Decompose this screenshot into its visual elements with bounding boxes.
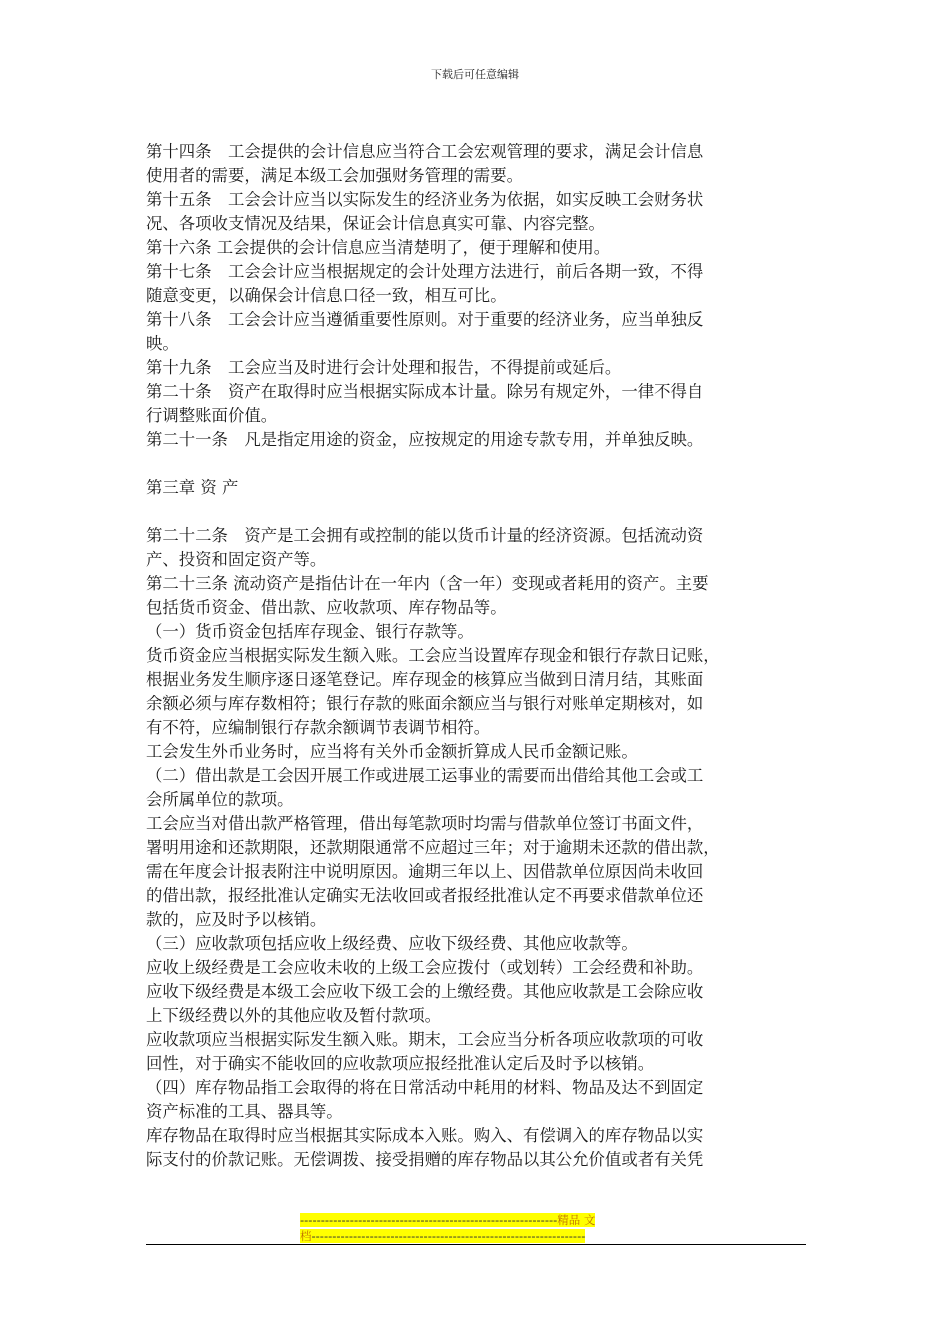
text-line: 资产标准的工具、器具等。 [146, 1102, 343, 1121]
footer-line-2 [300, 1228, 650, 1244]
text-line: 工会发生外币业务时，应当将有关外币金额折算成人民币金额记账。 [146, 742, 638, 761]
text-line: 回性，对于确实不能收回的应收款项应报经批准认定后及时予以核销。 [146, 1054, 655, 1073]
text-line: 款的，应及时予以核销。 [146, 910, 327, 929]
text-line: （一）货币资金包括库存现金、银行存款等。 [146, 622, 474, 641]
text-line: （四）库存物品指工会取得的将在日常活动中耗用的材料、物品及达不到固定 [146, 1078, 704, 1097]
text-line: 况、各项收支情况及结果，保证会计信息真实可靠、内容完整。 [146, 214, 605, 233]
text-line: 第十七条 工会会计应当根据规定的会计处理方法进行，前后各期一致，不得 [146, 262, 704, 281]
text-line: 余额必须与库存数相符；银行存款的账面余额应当与银行对账单定期核对，如 [146, 694, 704, 713]
text-line: 第十六条 工会提供的会计信息应当清楚明了，便于理解和使用。 [146, 238, 611, 257]
text-line: 上下级经费以外的其他应收及暂付款项。 [146, 1006, 442, 1025]
text-line: 应收款项应当根据实际发生额入账。期末，工会应当分析各项应收款项的可收 [146, 1030, 704, 1049]
page-footer [300, 1212, 650, 1244]
footer-line-1 [300, 1212, 650, 1228]
text-line: 工会应当对借出款严格管理，借出每笔款项时均需与借款单位签订书面文件， [146, 814, 704, 833]
text-line: 产、投资和固定资产等。 [146, 550, 327, 569]
blank-line [146, 500, 806, 524]
text-line: 的借出款，报经批准认定确实无法收回或者报经批准认定不再要求借款单位还 [146, 886, 704, 905]
footer-dashes-2: ------------------------------------------------------------------ [311, 1229, 586, 1243]
blank-line [146, 452, 806, 476]
text-line: 第二十三条 流动资产是指估计在一年内（含一年）变现或者耗用的资产。主要 [146, 574, 709, 593]
text-line: 库存物品在取得时应当根据其实际成本入账。购入、有偿调入的库存物品以实 [146, 1126, 704, 1145]
text-line: 货币资金应当根据实际发生额入账。工会应当设置库存现金和银行存款日记账， [146, 646, 720, 665]
text-line: （三）应收款项包括应收上级经费、应收下级经费、其他应收款等。 [146, 934, 638, 953]
text-line: 第十四条 工会提供的会计信息应当符合工会宏观管理的要求，满足会计信息 [146, 142, 704, 161]
text-line: 第十五条 工会会计应当以实际发生的经济业务为依据，如实反映工会财务状 [146, 190, 704, 209]
footer-label: 精品 文 [557, 1213, 596, 1227]
footer-rule [146, 1244, 806, 1245]
footer-label-2: 档 [300, 1229, 312, 1243]
footer-dashes: -------------------------------------------------------------- [300, 1213, 558, 1227]
chapter-heading: 第三章 资 产 [146, 478, 239, 497]
text-line: （二）借出款是工会因开展工作或进展工运事业的需要而出借给其他工会或工 [146, 766, 704, 785]
text-line: 署明用途和还款期限，还款期限通常不应超过三年；对于逾期未还款的借出款， [146, 838, 720, 857]
text-line: 第二十二条 资产是工会拥有或控制的能以货币计量的经济资源。包括流动资 [146, 526, 704, 545]
text-line: 需在年度会计报表附注中说明原因。逾期三年以上、因借款单位原因尚未收回 [146, 862, 704, 881]
text-line: 应收下级经费是本级工会应收下级工会的上缴经费。其他应收款是工会除应收 [146, 982, 704, 1001]
text-line: 有不符，应编制银行存款余额调节表调节相符。 [146, 718, 491, 737]
text-line: 映。 [146, 334, 179, 353]
text-line: 随意变更，以确保会计信息口径一致，相互可比。 [146, 286, 507, 305]
document-body [146, 140, 806, 1172]
text-line: 使用者的需要，满足本级工会加强财务管理的需要。 [146, 166, 523, 185]
text-line: 行调整账面价值。 [146, 406, 278, 425]
text-line: 第二十条 资产在取得时应当根据实际成本计量。除另有规定外，一律不得自 [146, 382, 704, 401]
text-line: 第二十一条 凡是指定用途的资金，应按规定的用途专款专用，并单独反映。 [146, 430, 704, 449]
text-line: 会所属单位的款项。 [146, 790, 294, 809]
text-line: 第十九条 工会应当及时进行会计处理和报告，不得提前或延后。 [146, 358, 622, 377]
text-line: 根据业务发生顺序逐日逐笔登记。库存现金的核算应当做到日清月结，其账面 [146, 670, 704, 689]
page-header: 下载后可任意编辑 [431, 68, 519, 81]
text-line: 应收上级经费是工会应收未收的上级工会应拨付（或划转）工会经费和补助。 [146, 958, 704, 977]
text-line: 包括货币资金、借出款、应收款项、库存物品等。 [146, 598, 507, 617]
text-line: 际支付的价款记账。无偿调拨、接受捐赠的库存物品以其公允价值或者有关凭 [146, 1150, 704, 1169]
text-line: 第十八条 工会会计应当遵循重要性原则。对于重要的经济业务，应当单独反 [146, 310, 704, 329]
